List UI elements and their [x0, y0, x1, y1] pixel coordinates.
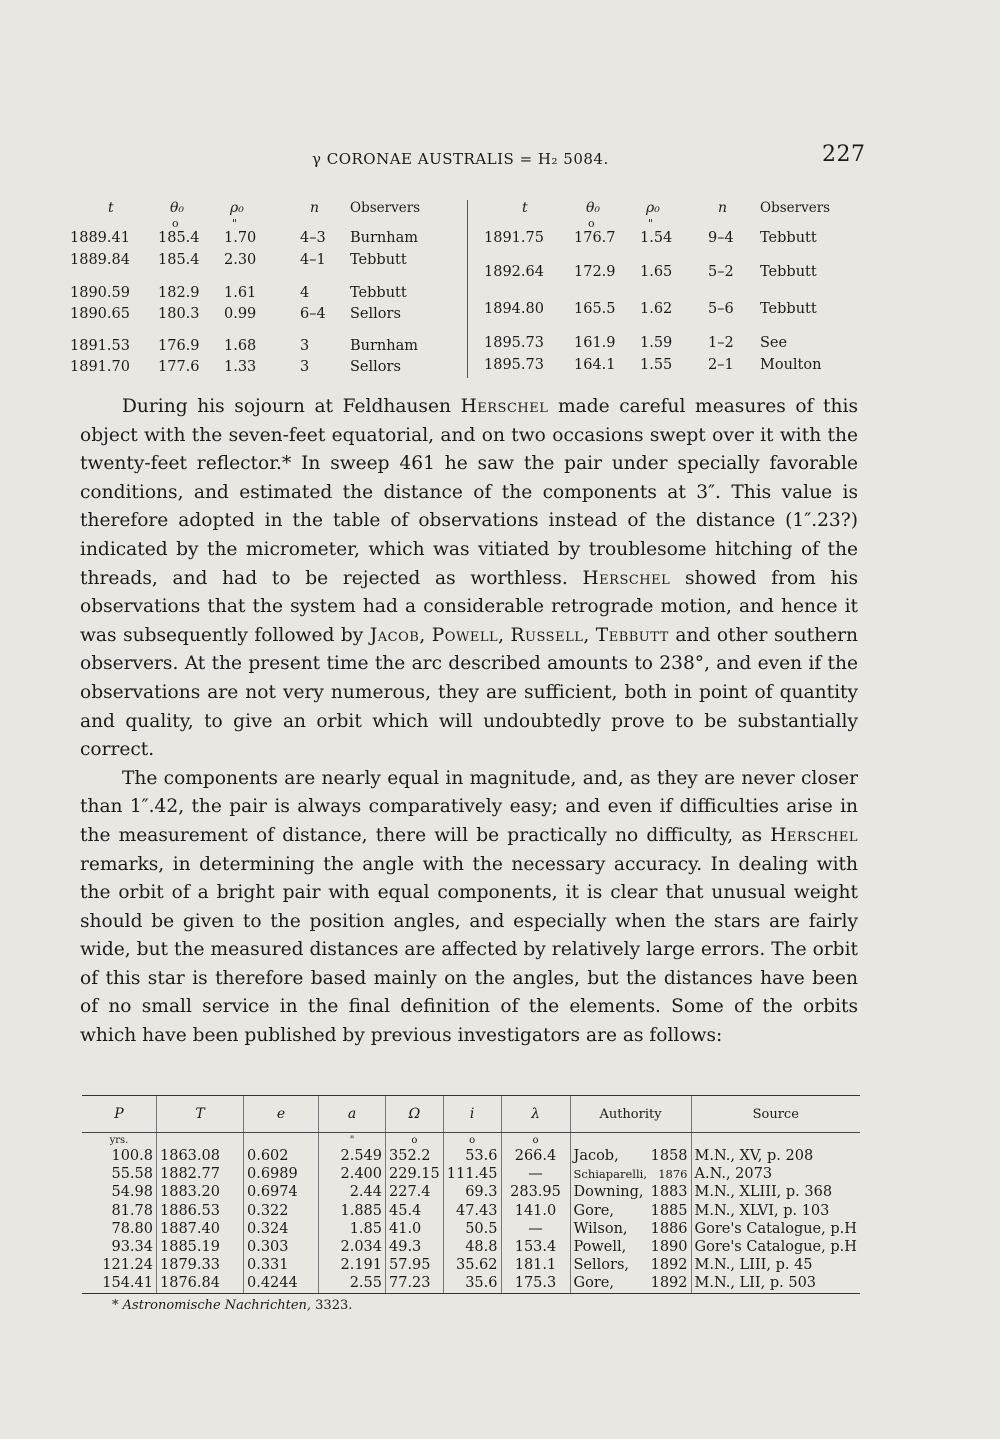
- text-run: The components are nearly equal in magnitude, and, as they are never closer than 1″.42, the pair is always comparatively easy; and even if difficulties arise in the measurement of distance, there will be practically no difficulty, as: [80, 767, 858, 846]
- running-title: γ CORONAE AUSTRALIS = H₂ 5084.: [312, 150, 609, 168]
- obs-observer: Tebbutt: [760, 264, 817, 280]
- orbit-cell-a: 2.034: [319, 1238, 386, 1256]
- authority-wrap: [574, 1202, 688, 1220]
- obs-n: 4: [300, 285, 310, 301]
- obs-rho: 1.70: [224, 230, 257, 246]
- obs-observer: Sellors: [350, 359, 401, 375]
- orbit-cell-a: 2.400: [319, 1165, 386, 1183]
- authority-wrap: [574, 1147, 688, 1165]
- footnote-number: 3323.: [311, 1298, 353, 1313]
- orbit-cell-e: 0.324: [244, 1220, 319, 1238]
- obs-theta: 180.3: [158, 306, 200, 322]
- orbits-table: [82, 1095, 860, 1294]
- orbit-row: [82, 1274, 860, 1292]
- orbit-cell-T: 1863.08: [157, 1147, 244, 1165]
- orbit-row: [82, 1202, 860, 1220]
- orbit-cell-source: M.N., XV, p. 208: [694, 1148, 814, 1165]
- orbit-row: [82, 1238, 860, 1256]
- obs-theta: 185.4: [158, 252, 200, 268]
- orbit-cell-node: 227.4: [386, 1183, 444, 1201]
- authority-name: Powell,: [573, 1239, 627, 1256]
- obs-observer: Burnham: [350, 230, 418, 246]
- text-run: ,: [498, 624, 511, 646]
- name-herschel: Herschel: [770, 824, 858, 846]
- orbit-cell-node: 57.95: [386, 1256, 444, 1274]
- orbit-cell-authority: [570, 1274, 691, 1292]
- obs-t: 1890.65: [70, 306, 130, 322]
- units-row: [82, 1133, 860, 1148]
- obs-n: 4–3: [300, 230, 326, 246]
- obs-theta: 177.6: [158, 359, 200, 375]
- orbit-cell-source: Gore's Catalogue, p.H: [694, 1239, 857, 1256]
- orbit-cell-lambda: 266.4: [501, 1147, 570, 1165]
- text-run: ,: [419, 624, 432, 646]
- obs-theta: 165.5: [574, 301, 616, 317]
- orbits-header-row: [82, 1096, 860, 1133]
- unit-empty: [570, 1133, 691, 1148]
- header-source: Source: [691, 1096, 860, 1133]
- orbit-cell-node: 45.4: [386, 1202, 444, 1220]
- authority-year: 1885: [650, 1202, 688, 1219]
- orbit-cell-lambda: —: [501, 1165, 570, 1183]
- page-number: 227: [822, 142, 866, 167]
- name-herschel: Herschel: [460, 396, 549, 417]
- obs-rho: 1.68: [224, 338, 257, 354]
- left-header-theta: θ₀: [170, 200, 185, 216]
- orbit-cell-e: 0.331: [244, 1256, 319, 1274]
- orbit-cell-node: 41.0: [386, 1220, 444, 1238]
- text-run: ,: [583, 624, 596, 646]
- orbit-cell-T: 1879.33: [157, 1256, 244, 1274]
- authority-year: 1886: [650, 1220, 688, 1237]
- right-unit-deg: o: [588, 217, 595, 230]
- obs-rho: 1.55: [640, 357, 673, 373]
- left-header-rho: ρ₀: [230, 200, 244, 216]
- obs-rho: 1.33: [224, 359, 257, 375]
- obs-n: 9–4: [708, 230, 734, 246]
- header-node: Ω: [386, 1096, 444, 1133]
- obs-observer: Tebbutt: [350, 252, 407, 268]
- orbit-cell-i: 50.5: [443, 1220, 501, 1238]
- obs-t: 1895.73: [484, 357, 544, 373]
- text-run: During his sojourn at Feldhausen: [122, 396, 461, 417]
- unit-lambda: o: [501, 1133, 570, 1148]
- right-header-rho: ρ₀: [646, 200, 660, 216]
- orbit-cell-a: 2.191: [319, 1256, 386, 1274]
- obs-t: 1889.41: [70, 230, 130, 246]
- body-text: [80, 393, 858, 1051]
- orbit-cell-P: 154.41: [82, 1274, 157, 1292]
- name-tebbutt: Tebbutt: [595, 624, 669, 646]
- orbit-cell-authority: [570, 1238, 691, 1256]
- orbit-cell-i: 35.6: [443, 1274, 501, 1292]
- obs-observer: See: [760, 335, 788, 351]
- right-unit-arcsec: ": [648, 217, 654, 230]
- obs-observer: Burnham: [350, 338, 418, 354]
- unit-node: o: [386, 1133, 444, 1148]
- authority-wrap: [574, 1183, 688, 1201]
- obs-rho: 1.54: [640, 230, 673, 246]
- orbit-cell-source: M.N., XLVI, p. 103: [694, 1202, 830, 1219]
- orbit-cell-authority: [570, 1165, 691, 1183]
- right-header-theta: θ₀: [586, 200, 601, 216]
- orbit-cell-e: 0.4244: [244, 1274, 319, 1292]
- obs-rho: 1.59: [640, 335, 673, 351]
- orbit-cell-a: 2.55: [319, 1274, 386, 1292]
- obs-t: 1891.70: [70, 359, 130, 375]
- authority-name: Jacob,: [573, 1148, 619, 1165]
- obs-observer: Sellors: [350, 306, 401, 322]
- orbit-cell-lambda: —: [501, 1220, 570, 1238]
- left-header-observers: Observers: [350, 200, 421, 216]
- orbit-cell-authority: [570, 1256, 691, 1274]
- unit-a: ": [319, 1133, 386, 1148]
- name-powell: Powell: [431, 624, 499, 646]
- footnote-mark: *: [112, 1298, 123, 1313]
- obs-t: 1892.64: [484, 264, 544, 280]
- authority-name: Schiaparelli,: [573, 1167, 647, 1182]
- header-authority: Authority: [570, 1096, 691, 1133]
- unit-empty: [244, 1133, 319, 1148]
- orbit-cell-source: A.N., 2073: [694, 1166, 773, 1183]
- right-header-observers: Observers: [760, 200, 831, 216]
- obs-observer: Tebbutt: [350, 285, 407, 301]
- obs-n: 6–4: [300, 306, 326, 322]
- orbit-cell-i: 35.62: [443, 1256, 501, 1274]
- authority-wrap: [574, 1274, 688, 1292]
- obs-theta: 164.1: [574, 357, 616, 373]
- orbit-row: [82, 1165, 860, 1183]
- name-jacob: Jacob: [369, 624, 420, 646]
- obs-theta: 176.9: [158, 338, 200, 354]
- orbit-cell-authority: [570, 1220, 691, 1238]
- obs-n: 5–2: [708, 264, 734, 280]
- orbit-cell-i: 47.43: [443, 1202, 501, 1220]
- orbit-cell-e: 0.322: [244, 1202, 319, 1220]
- orbit-cell-a: 2.44: [319, 1183, 386, 1201]
- orbit-cell-authority: [570, 1202, 691, 1220]
- obs-observer: Tebbutt: [760, 230, 817, 246]
- orbit-cell-source: M.N., LIII, p. 45: [694, 1257, 813, 1274]
- orbit-cell-source: M.N., LII, p. 503: [694, 1275, 817, 1292]
- orbit-cell-P: 54.98: [82, 1183, 157, 1201]
- authority-name: Gore,: [573, 1202, 614, 1219]
- text-run: remarks, in determining the angle with the necessary accuracy. In dealing with the orbit of a bright pair with equal components, it is clear that unusual weight should be given to the position angles, and especially when the stars are fairly wide, but the measured distances are affected by relatively large errors. The orbit of this star is therefore based mainly on the angles, but the distances have been of no small service in the final definition of the elements. Some of the orbits which have been published by previous investigators are as follows:: [80, 853, 858, 1047]
- text-run: showed from his observations that the system had a considerable retrograde motion, and hence it was subsequently followed by: [80, 567, 858, 646]
- obs-rho: 0.99: [224, 306, 257, 322]
- orbit-row: [82, 1256, 860, 1274]
- obs-theta: 182.9: [158, 285, 200, 301]
- obs-rho: 2.30: [224, 252, 257, 268]
- orbit-cell-lambda: 175.3: [501, 1274, 570, 1292]
- name-herschel: Herschel: [582, 567, 671, 589]
- orbit-cell-i: 48.8: [443, 1238, 501, 1256]
- orbit-cell-P: 100.8: [82, 1147, 157, 1165]
- orbit-cell-T: 1876.84: [157, 1274, 244, 1292]
- orbit-row: [82, 1183, 860, 1201]
- obs-n: 3: [300, 338, 310, 354]
- obs-t: 1890.59: [70, 285, 130, 301]
- authority-year: 1892: [650, 1275, 688, 1292]
- header-i: i: [443, 1096, 501, 1133]
- orbit-cell-a: 1.85: [319, 1220, 386, 1238]
- unit-p: yrs.: [82, 1133, 157, 1148]
- obs-observer: Moulton: [760, 357, 822, 373]
- orbit-cell-node: 49.3: [386, 1238, 444, 1256]
- header-lambda: λ: [501, 1096, 570, 1133]
- orbit-cell-i: 111.45: [443, 1165, 501, 1183]
- paragraph-1: [80, 393, 858, 765]
- obs-n: 5–6: [708, 301, 734, 317]
- orbit-cell-a: 2.549: [319, 1147, 386, 1165]
- obs-t: 1891.75: [484, 230, 544, 246]
- obs-theta: 172.9: [574, 264, 616, 280]
- orbit-cell-node: 352.2: [386, 1147, 444, 1165]
- orbit-cell-T: 1886.53: [157, 1202, 244, 1220]
- obs-t: 1889.84: [70, 252, 130, 268]
- authority-year: 1890: [650, 1239, 688, 1256]
- text-run: and other southern observers. At the present time the arc described amounts to 238°, and even if the observations are not very numerous, they are sufficient, both in point of quantity and quality, to give an orbit which will undoubtedly prove to be substantially correct.: [80, 624, 858, 761]
- obs-theta: 161.9: [574, 335, 616, 351]
- authority-wrap: [574, 1238, 688, 1256]
- unit-i: o: [443, 1133, 501, 1148]
- header-t: T: [157, 1096, 244, 1133]
- footnote: [112, 1298, 352, 1313]
- obs-rho: 1.62: [640, 301, 673, 317]
- orbit-row: [82, 1220, 860, 1238]
- orbit-cell-T: 1887.40: [157, 1220, 244, 1238]
- authority-year: 1876: [658, 1167, 688, 1182]
- obs-n: 3: [300, 359, 310, 375]
- orbit-cell-source: M.N., XLIII, p. 368: [694, 1184, 833, 1201]
- orbit-cell-lambda: 283.95: [501, 1183, 570, 1201]
- paragraph-2: [80, 765, 858, 1051]
- orbit-cell-e: 0.6989: [244, 1165, 319, 1183]
- obs-n: 1–2: [708, 335, 734, 351]
- orbit-cell-T: 1882.77: [157, 1165, 244, 1183]
- authority-wrap: [574, 1256, 688, 1274]
- obs-n: 4–1: [300, 252, 326, 268]
- unit-empty: [157, 1133, 244, 1148]
- observations-table: [70, 200, 850, 380]
- authority-wrap: [574, 1165, 688, 1183]
- right-header-t: t: [522, 200, 528, 216]
- orbit-cell-P: 81.78: [82, 1202, 157, 1220]
- orbit-cell-T: 1885.19: [157, 1238, 244, 1256]
- obs-theta: 176.7: [574, 230, 616, 246]
- obs-theta: 185.4: [158, 230, 200, 246]
- left-header-n: n: [310, 200, 320, 216]
- orbit-cell-i: 53.6: [443, 1147, 501, 1165]
- obs-observer: Tebbutt: [760, 301, 817, 317]
- orbit-cell-lambda: 181.1: [501, 1256, 570, 1274]
- orbit-cell-e: 0.6974: [244, 1183, 319, 1201]
- left-header-t: t: [108, 200, 114, 216]
- obs-t: 1895.73: [484, 335, 544, 351]
- table-divider: [467, 200, 468, 378]
- orbit-cell-P: 93.34: [82, 1238, 157, 1256]
- orbit-cell-e: 0.602: [244, 1147, 319, 1165]
- orbit-cell-node: 229.15: [386, 1165, 444, 1183]
- authority-year: 1883: [650, 1184, 688, 1201]
- orbit-cell-P: 55.58: [82, 1165, 157, 1183]
- orbit-cell-node: 77.23: [386, 1274, 444, 1292]
- left-unit-arcsec: ": [232, 217, 238, 230]
- authority-year: 1858: [650, 1148, 688, 1165]
- orbit-cell-e: 0.303: [244, 1238, 319, 1256]
- authority-wrap: [574, 1220, 688, 1238]
- authority-name: Wilson,: [573, 1220, 628, 1237]
- orbit-cell-P: 78.80: [82, 1220, 157, 1238]
- obs-rho: 1.61: [224, 285, 257, 301]
- unit-empty: [691, 1133, 860, 1148]
- footnote-text: Astronomische Nachrichten,: [122, 1298, 312, 1313]
- header-e: e: [244, 1096, 319, 1133]
- name-russell: Russell: [510, 624, 584, 646]
- header-a: a: [319, 1096, 386, 1133]
- authority-name: Downing,: [573, 1184, 644, 1201]
- obs-t: 1891.53: [70, 338, 130, 354]
- orbit-cell-i: 69.3: [443, 1183, 501, 1201]
- authority-name: Gore,: [573, 1275, 614, 1292]
- text-run: made careful measures of this object with the seven-feet equatorial, and on two occasions swept over it with the twenty-feet reflector.* In sweep 461 he saw the pair under specially favorable conditions, and estimated the distance of the components at 3″. This value is therefore adopted in the table of observations instead of the distance (1″.23?) indicated by the micrometer, which was vitiated by troublesome hitching of the threads, and had to be rejected as worthless.: [80, 396, 858, 589]
- orbit-cell-authority: [570, 1183, 691, 1201]
- obs-t: 1894.80: [484, 301, 544, 317]
- obs-rho: 1.65: [640, 264, 673, 280]
- authority-name: Sellors,: [573, 1257, 630, 1274]
- left-unit-deg: o: [172, 217, 179, 230]
- obs-n: 2–1: [708, 357, 734, 373]
- orbit-row: [82, 1147, 860, 1165]
- right-header-n: n: [718, 200, 728, 216]
- orbit-cell-lambda: 153.4: [501, 1238, 570, 1256]
- orbit-cell-source: Gore's Catalogue, p.H: [694, 1220, 857, 1237]
- orbit-cell-authority: [570, 1147, 691, 1165]
- orbit-cell-T: 1883.20: [157, 1183, 244, 1201]
- orbit-cell-a: 1.885: [319, 1202, 386, 1220]
- orbit-cell-lambda: 141.0: [501, 1202, 570, 1220]
- authority-year: 1892: [650, 1257, 688, 1274]
- header-p: P: [82, 1096, 157, 1133]
- orbit-cell-P: 121.24: [82, 1256, 157, 1274]
